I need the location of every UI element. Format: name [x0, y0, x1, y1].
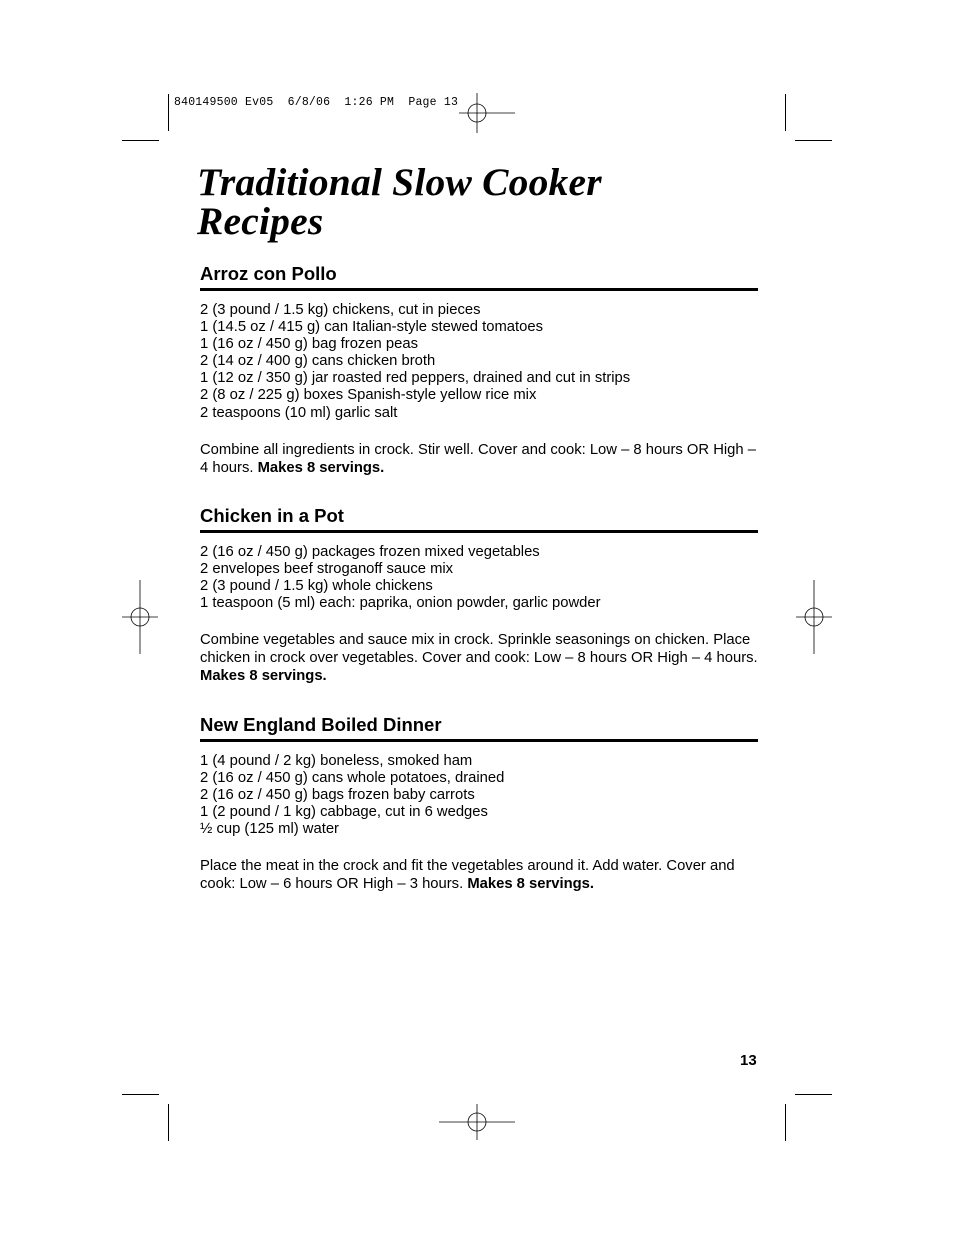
- page-title-line-1: Traditional Slow Cooker: [197, 160, 602, 204]
- registration-mark-right: [796, 580, 832, 654]
- directions-text: Combine all ingredients in crock. Stir well. Cover and cook: Low – 8 hours OR High – 4 hours.: [200, 441, 756, 476]
- recipe-heading: Chicken in a Pot: [200, 505, 758, 533]
- recipe-directions: [200, 857, 758, 893]
- ingredient-item: 2 (16 oz / 450 g) cans whole potatoes, drained: [200, 770, 505, 787]
- crop-mark-top-right-vertical: [785, 94, 786, 131]
- directions-text: Combine vegetables and sauce mix in crock. Sprinkle seasonings on chicken. Place chicken in crock over vegetables. Cover and cook: Low – 8 hours OR High – 4 hours.: [200, 632, 758, 667]
- ingredient-list: [200, 302, 758, 422]
- crop-mark-bottom-right-vertical: [785, 1104, 786, 1141]
- ingredient-item: 1 (16 oz / 450 g) bag frozen peas: [200, 336, 418, 353]
- ingredient-item: 1 teaspoon (5 ml) each: paprika, onion powder, garlic powder: [200, 595, 601, 612]
- registration-mark-top: [459, 93, 515, 133]
- ingredient-item: 2 teaspoons (10 ml) garlic salt: [200, 404, 398, 421]
- ingredient-item: 2 (3 pound / 1.5 kg) chickens, cut in pieces: [200, 302, 481, 318]
- ingredient-item: 2 (8 oz / 225 g) boxes Spanish-style yellow rice mix: [200, 387, 537, 404]
- recipe-directions: [200, 441, 758, 477]
- recipe-chicken-in-a-pot: [200, 505, 758, 685]
- ingredient-list: [200, 544, 758, 612]
- recipe-directions: [200, 631, 758, 685]
- recipe-heading: New England Boiled Dinner: [200, 714, 758, 742]
- recipe-arroz-con-pollo: [200, 263, 758, 477]
- ingredient-item: ½ cup (125 ml) water: [200, 821, 339, 838]
- ingredient-item: 1 (2 pound / 1 kg) cabbage, cut in 6 wedges: [200, 804, 488, 821]
- crop-mark-bottom-left-vertical: [168, 1104, 169, 1141]
- servings-text: Makes 8 servings.: [200, 668, 327, 685]
- ingredient-item: 1 (14.5 oz / 415 g) can Italian-style stewed tomatoes: [200, 319, 543, 336]
- crop-mark-top-right-horizontal: [795, 140, 832, 141]
- crop-mark-bottom-right-horizontal: [795, 1094, 832, 1095]
- ingredient-item: 2 (14 oz / 400 g) cans chicken broth: [200, 353, 436, 370]
- printer-slug: 840149500 Ev05 6/8/06 1:26 PM Page 13: [174, 96, 459, 109]
- directions-text: Place the meat in the crock and fit the vegetables around it. Add water. Cover and cook: Low – 6 hours OR High – 3 hours.: [200, 858, 735, 893]
- page-number: 13: [740, 1052, 757, 1069]
- ingredient-list: [200, 753, 758, 838]
- ingredient-item: 2 (16 oz / 450 g) bags frozen baby carrots: [200, 787, 475, 804]
- page-title: [197, 160, 602, 243]
- registration-mark-left: [122, 580, 158, 654]
- recipe-new-england-boiled-dinner: [200, 714, 758, 893]
- page-title-line-2: Recipes: [197, 199, 324, 243]
- crop-mark-bottom-left-horizontal: [122, 1094, 159, 1095]
- ingredient-item: 2 (3 pound / 1.5 kg) whole chickens: [200, 578, 433, 595]
- crop-mark-top-left-vertical: [168, 94, 169, 131]
- registration-mark-bottom: [439, 1104, 515, 1140]
- ingredient-item: 1 (4 pound / 2 kg) boneless, smoked ham: [200, 753, 473, 769]
- servings-text: Makes 8 servings.: [257, 459, 385, 476]
- crop-mark-top-left-horizontal: [122, 140, 159, 141]
- servings-text: Makes 8 servings.: [467, 876, 594, 893]
- ingredient-item: 2 envelopes beef stroganoff sauce mix: [200, 561, 454, 578]
- ingredient-item: 2 (16 oz / 450 g) packages frozen mixed vegetables: [200, 544, 540, 560]
- recipe-heading: Arroz con Pollo: [200, 263, 758, 291]
- ingredient-item: 1 (12 oz / 350 g) jar roasted red peppers, drained and cut in strips: [200, 370, 631, 387]
